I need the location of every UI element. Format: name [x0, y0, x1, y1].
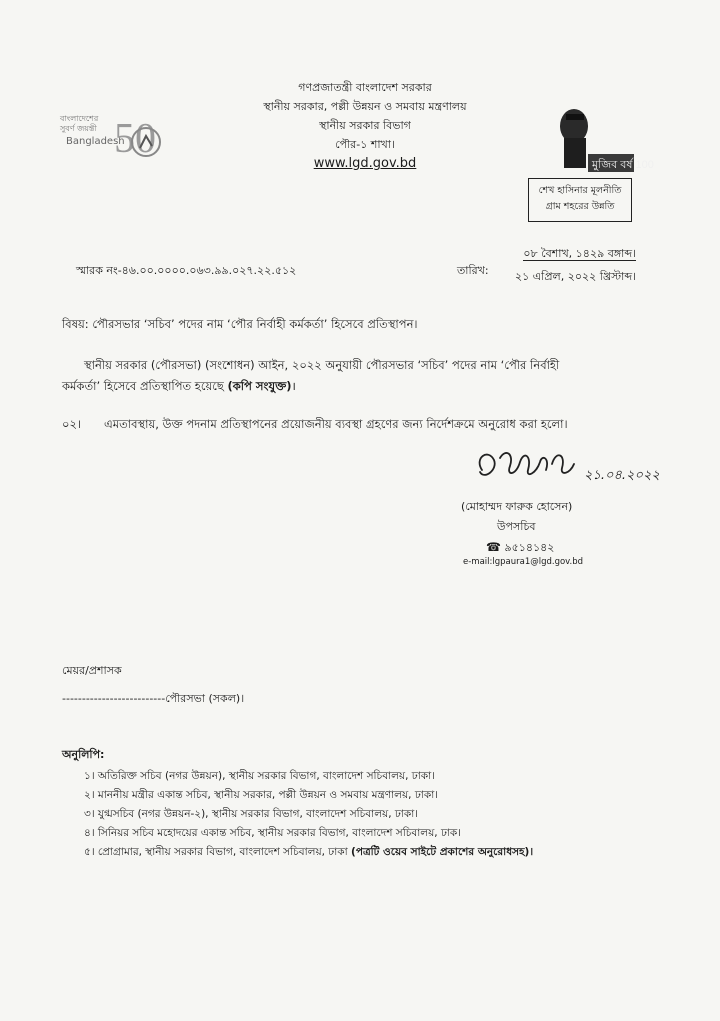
motto-line-2: গ্রাম শহরের উন্নতি — [545, 201, 615, 212]
fifty-emblem-icon — [110, 108, 170, 166]
branch-name: পৌর-১ শাখা। — [335, 138, 395, 151]
mujib-borsho-logo — [540, 100, 654, 176]
fifty-numeral: 50 — [114, 116, 156, 162]
signature-scribble-icon — [470, 440, 590, 490]
signatory-name: (মোহাম্মদ ফারুক হোসেন) — [461, 500, 573, 513]
copy-item: ৩। যুগ্মসচিব (নগর উন্নয়ন-২), স্থানীয় সরকার বিভাগ, বাংলাদেশ সচিবালয়, ঢাকা। — [84, 808, 419, 820]
copy-item: ১। অতিরিক্ত সচিব (নগর উন্নয়ন), স্থানীয় সরকার বিভাগ, বাংলাদেশ সচিবালয়, ঢাকা। — [84, 770, 435, 782]
recipient-municipality: --------------------------পৌরসভা (সকল)। — [62, 692, 245, 705]
website-link[interactable]: www.lgd.gov.bd — [313, 156, 417, 171]
copy-attached-note: (কপি সংযুক্ত) — [227, 379, 292, 393]
copy-item-5-request: (পত্রটি ওয়েব সাইটে প্রকাশের অনুরোধসহ)। — [351, 846, 534, 858]
copies-list — [84, 767, 533, 862]
date-label: তারিখ: — [457, 264, 489, 277]
date-english: ২১ এপ্রিল, ২০২২ খ্রিস্টাব্দ। — [515, 270, 636, 283]
copy-item — [84, 843, 533, 862]
date-bangla-text: ০৮ বৈশাখ, ১৪২৯ বঙ্গাব্দ। — [523, 247, 636, 260]
golden-jubilee-logo — [60, 108, 170, 168]
copies-heading: অনুলিপি: — [62, 748, 105, 761]
signatory-title: উপসচিব — [497, 520, 536, 533]
division-name: স্থানীয় সরকার বিভাগ — [319, 119, 411, 132]
motto-box — [528, 178, 632, 222]
signature-date: ২১.০৪.২০২২ — [584, 468, 660, 483]
paragraph-2-number: ০২। — [62, 417, 82, 431]
recipient-title: মেয়র/প্রশাসক — [62, 664, 122, 677]
memo-reference: স্মারক নং-৪৬.০০.০০০০.০৬৩.৯৯.০২৭.২২.৫১২ — [76, 264, 297, 277]
copy-item-5-text: ৫। প্রোগ্রামার, স্থানীয় সরকার বিভাগ, বাংলাদেশ সচিবালয়, ঢাকা — [84, 846, 352, 858]
ministry-name: স্থানীয় সরকার, পল্লী উন্নয়ন ও সমবায় মন্ত্রণালয় — [263, 100, 467, 113]
phone-row — [486, 539, 554, 558]
paragraph-1-line-2 — [62, 378, 296, 397]
date-bangla — [502, 245, 636, 264]
paragraph-1-end: । — [291, 379, 296, 393]
govt-name: গণপ্রজাতন্ত্রী বাংলাদেশ সরকার — [298, 81, 432, 94]
paragraph-1-text: কর্মকর্তা’ হিসেবে প্রতিস্থাপিত হয়েছে — [62, 379, 228, 393]
telephone-icon: ☎ — [486, 540, 501, 554]
logo-text-line-2: সুবর্ণ জয়ন্তী — [60, 124, 97, 133]
logo-text — [60, 114, 98, 134]
phone-number: ৯৫১৪১৪২ — [504, 541, 555, 554]
logo-text-line-1: বাংলাদেশের — [60, 114, 99, 123]
paragraph-2-text: এমতাবস্থায়, উক্ত পদনাম প্রতিস্থাপনের প্রয়োজনীয় ব্যবস্থা গ্রহণের জন্য নির্দেশক্রমে অনুরোধ করা হলো। — [104, 417, 568, 431]
paragraph-1-line-1: স্থানীয় সরকার (পৌরসভা) (সংশোধন) আইন, ২০২২ অনুযায়ী পৌরসভার ‘সচিব’ পদের নাম ‘পৌর নির্বাহী — [84, 358, 560, 372]
email-address[interactable]: e-mail:lgpaura1@lgd.gov.bd — [463, 557, 584, 567]
motto-line-1: শেখ হাসিনার মূলনীতি — [538, 185, 622, 196]
letterhead — [230, 78, 500, 173]
mujib-caption: মুজিব বর্ষ 100 — [592, 159, 654, 171]
copy-item: ৪। সিনিয়র সচিব মহোদয়ের একান্ত সচিব, স্থানীয় সরকার বিভাগ, বাংলাদেশ সচিবালয়, ঢাক। — [84, 827, 462, 839]
subject-line: বিষয়: পৌরসভার ‘সচিব’ পদের নাম ‘পৌর নির্বাহী কর্মকর্তা’ হিসেবে প্রতিস্থাপন। — [62, 317, 418, 331]
portrait-icon — [540, 100, 654, 176]
copy-item: ২। মাননীয় মন্ত্রীর একান্ত সচিব, স্থানীয় সরকার, পল্লী উন্নয়ন ও সমবায় মন্ত্রণালয়, ঢাকা। — [84, 789, 438, 801]
logo-bangladesh: Bangladesh — [66, 136, 125, 147]
